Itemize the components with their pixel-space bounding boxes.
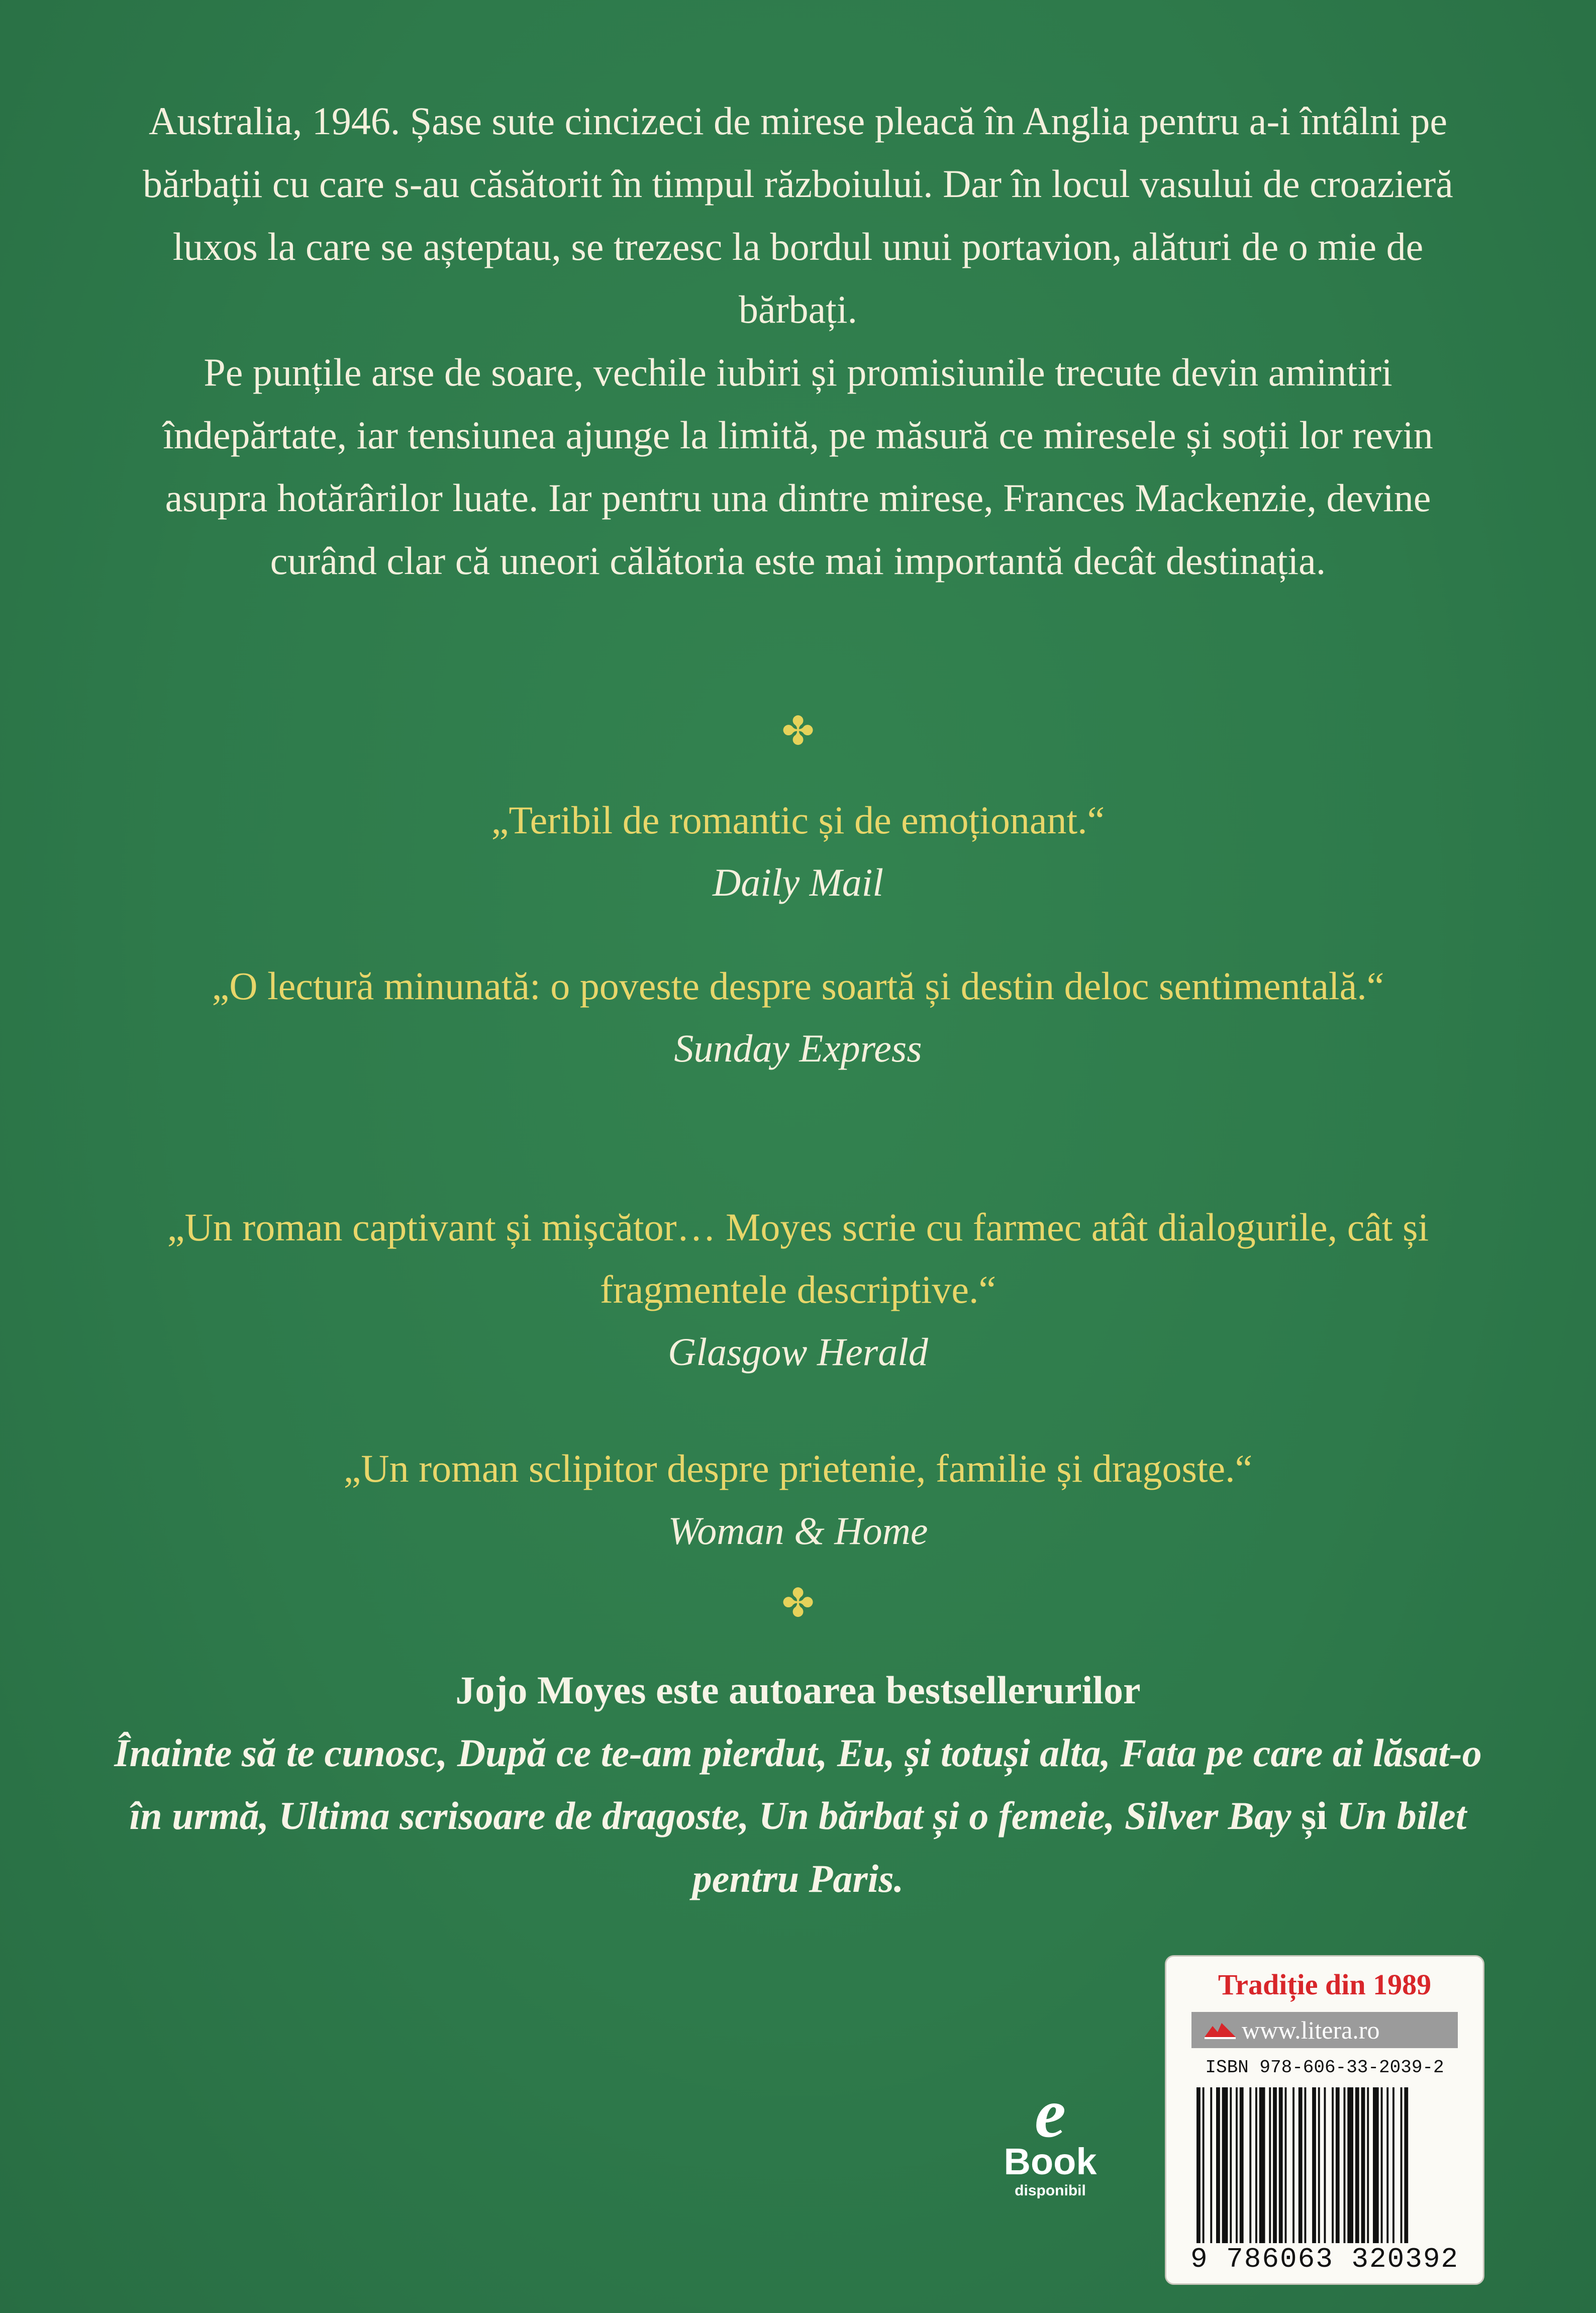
bio-title-list: Înainte să te cunosc, După ce te-am pierdut, Eu, și totuși alta, Fata pe care ai lăsat-o în urmă, Ultima scrisoare de dragoste, Un bărbat și o femeie, Silver Bay <box>114 1731 1482 1838</box>
quote-source: Sunday Express <box>674 1026 922 1070</box>
book-blurb <box>126 89 1470 592</box>
author-bio <box>101 1659 1495 1910</box>
ornament-icon: ✤ <box>781 1581 815 1625</box>
ebook-badge <box>985 2074 1116 2199</box>
bio-last-title: Un bilet pentru Paris. <box>692 1794 1467 1900</box>
quote-text: „Un roman sclipitor despre prietenie, familie și dragoste.“ <box>343 1447 1253 1490</box>
review-quote-3 <box>126 1196 1470 1383</box>
website-url: www.litera.ro <box>1242 2016 1380 2044</box>
ebook-label: Book <box>1004 2141 1097 2182</box>
ebook-e-icon: e <box>1034 2074 1066 2152</box>
ebook-status: disponibil <box>1015 2182 1086 2199</box>
quote-source: Glasgow Herald <box>668 1330 928 1374</box>
bio-titles <box>101 1721 1495 1910</box>
quote-source: Daily Mail <box>712 860 884 904</box>
barcode-icon <box>1196 2087 1463 2243</box>
litera-logo-icon <box>1203 2019 1238 2041</box>
review-quote-1 <box>126 789 1470 914</box>
tradition-label: Tradiție din 1989 <box>1218 1968 1432 2001</box>
website-bar <box>1191 2012 1458 2048</box>
blurb-paragraph-2: Pe punțile arse de soare, vechile iubiri și promisiunile trecute devin amintiri îndepărtate, iar tensiunea ajunge la limită, pe măsură ce miresele și soții lor revin asupra hotărârilor luate. Iar pentru una dintre mirese, Frances Mackenzie, devine curând clar că uneori călătoria este mai importantă decât destinația. <box>163 350 1433 583</box>
quote-text: „Teribil de romantic și de emoționant.“ <box>491 798 1105 842</box>
publisher-sticker <box>1165 1955 1484 2285</box>
bio-and: și <box>1301 1794 1327 1838</box>
isbn-number: ISBN 978-606-33-2039-2 <box>1205 2057 1444 2078</box>
quote-source: Woman & Home <box>668 1509 928 1553</box>
quote-text: „O lectură minunată: o poveste despre soartă și destin deloc sentimentală.“ <box>212 964 1384 1008</box>
review-quote-2 <box>126 955 1470 1080</box>
ornament-icon: ✤ <box>781 709 815 753</box>
blurb-paragraph-1: Australia, 1946. Șase sute cincizeci de mirese pleacă în Anglia pentru a-i întâlni pe bărbații cu care s-au căsătorit în timpul războiului. Dar în locul vasului de croazieră luxos la care se așteptau, se trezesc la bordul unui portavion, alături de o mie de bărbați. <box>143 99 1453 331</box>
bio-intro: Jojo Moyes este autoarea bestsellerurilor <box>455 1668 1141 1712</box>
quote-text: „Un roman captivant și mișcător… Moyes scrie cu farmec atât dialogurile, cât și fragmentele descriptive.“ <box>167 1205 1429 1311</box>
review-quote-4 <box>126 1437 1470 1562</box>
barcode-digits: 9 786063 320392 <box>1190 2243 1459 2275</box>
